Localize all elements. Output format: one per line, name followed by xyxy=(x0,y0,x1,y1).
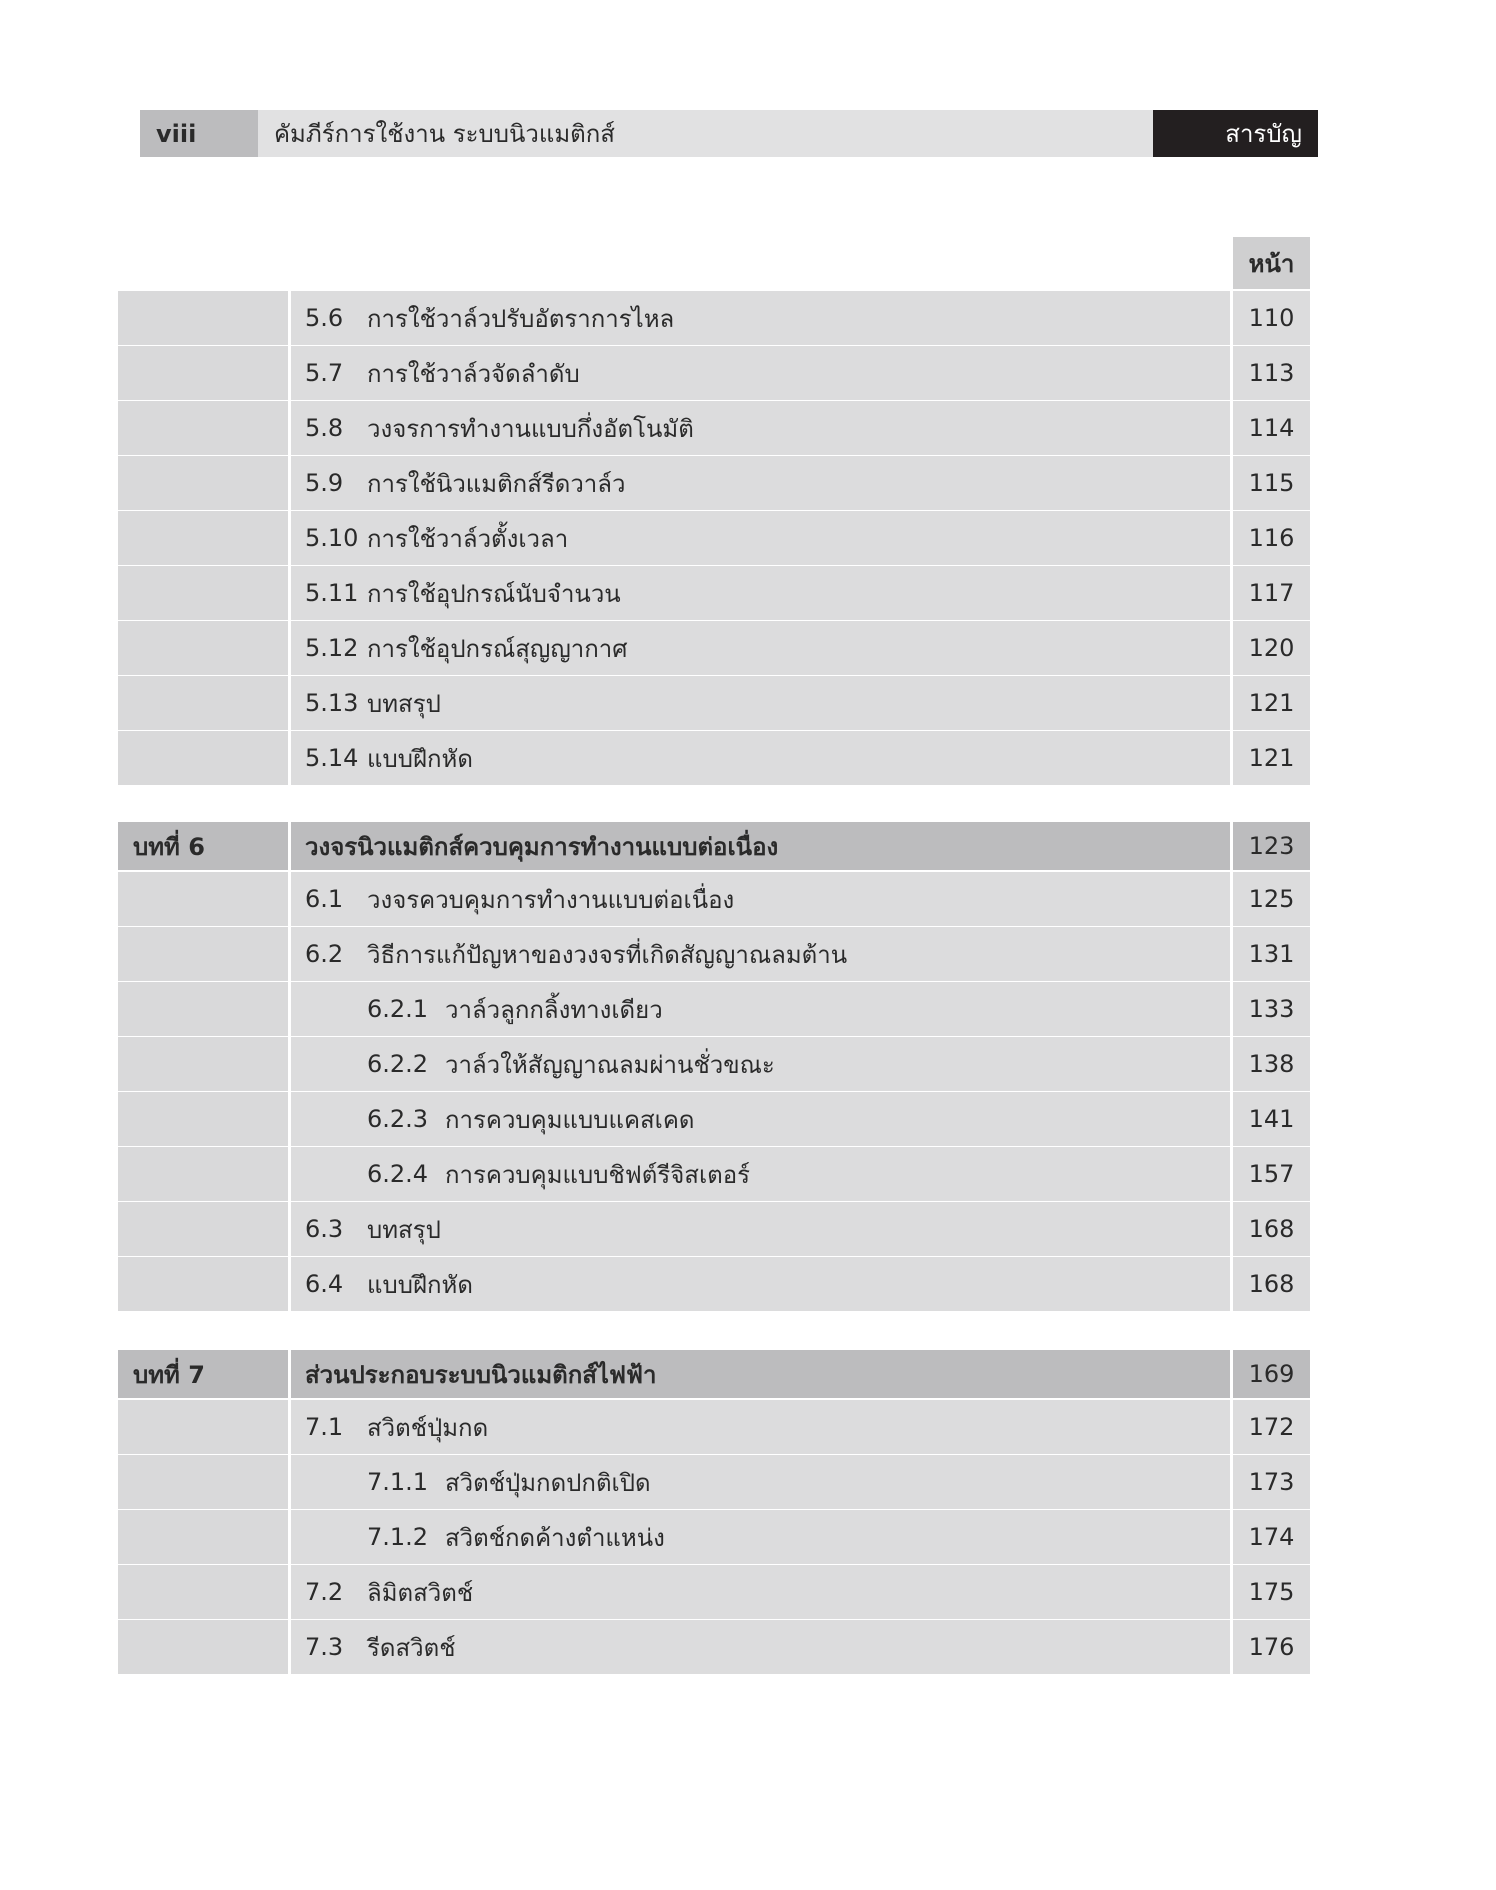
entry-page-number: 173 xyxy=(1233,1455,1310,1509)
entry-title-cell xyxy=(291,1455,1220,1509)
toc-entry-row xyxy=(118,1455,1310,1509)
entry-page-number: 157 xyxy=(1233,1147,1310,1201)
entry-title: การควบคุมแบบชิฟต์รีจิสเตอร์ xyxy=(445,1160,751,1189)
entry-title-cell xyxy=(291,982,1220,1036)
page-cell-spacer xyxy=(1220,872,1230,926)
entry-page-number: 114 xyxy=(1233,401,1310,455)
entry-left-cell xyxy=(118,1147,288,1201)
entry-title: การใช้นิวแมติกส์รีดวาล์ว xyxy=(367,469,626,498)
page-cell-spacer xyxy=(1220,456,1230,510)
toc-entry-row xyxy=(118,511,1310,565)
entry-page-number: 120 xyxy=(1233,621,1310,675)
entry-title-cell xyxy=(291,872,1220,926)
entry-page-number: 125 xyxy=(1233,872,1310,926)
toc-entry-row xyxy=(118,1400,1310,1454)
toc-entry-row xyxy=(118,1092,1310,1146)
toc-block-chapter-6 xyxy=(118,822,1310,1312)
page-cell-spacer xyxy=(1220,291,1230,345)
entry-number: 6.2.2 xyxy=(367,1050,429,1078)
entry-title-cell xyxy=(291,676,1220,730)
page-cell-spacer xyxy=(1220,1092,1230,1146)
entry-title: การใช้อุปกรณ์สุญญากาศ xyxy=(367,634,628,663)
entry-page-number: 113 xyxy=(1233,346,1310,400)
page-cell-spacer xyxy=(1220,1400,1230,1454)
page-cell-spacer xyxy=(1220,566,1230,620)
entry-number: 5.10 xyxy=(305,524,359,552)
entry-title: วาล์วให้สัญญาณลมผ่านชั่วขณะ xyxy=(445,1050,775,1079)
entry-title-cell xyxy=(291,927,1220,981)
entry-number: 7.1.2 xyxy=(367,1523,429,1551)
toc-entry-row xyxy=(118,1037,1310,1091)
page-cell-spacer xyxy=(1220,822,1230,870)
page-cell-spacer xyxy=(1220,511,1230,565)
entry-title: บทสรุป xyxy=(367,689,441,718)
entry-left-cell xyxy=(118,401,288,455)
entry-number: 7.2 xyxy=(305,1578,344,1606)
entry-number: 6.2.1 xyxy=(367,995,429,1023)
entry-title-cell xyxy=(291,1037,1220,1091)
chapter-heading-row xyxy=(118,822,1310,870)
entry-title: การใช้วาล์วจัดลำดับ xyxy=(367,359,580,388)
entry-left-cell xyxy=(118,621,288,675)
entry-left-cell xyxy=(118,511,288,565)
entry-page-number: 141 xyxy=(1233,1092,1310,1146)
entry-number: 5.13 xyxy=(305,689,359,717)
entry-title-cell xyxy=(291,1147,1220,1201)
entry-left-cell xyxy=(118,291,288,345)
entry-number: 6.1 xyxy=(305,885,344,913)
header-page-number: viii xyxy=(140,110,258,157)
entry-page-number: 175 xyxy=(1233,1565,1310,1619)
entry-title: การควบคุมแบบแคสเคด xyxy=(445,1105,695,1134)
page-cell-spacer xyxy=(1220,1257,1230,1311)
entry-title-cell xyxy=(291,456,1220,510)
entry-left-cell xyxy=(118,1565,288,1619)
page-cell-spacer xyxy=(1220,401,1230,455)
page-cell-spacer xyxy=(1220,676,1230,730)
page-cell-spacer xyxy=(1220,731,1230,785)
entry-page-number: 138 xyxy=(1233,1037,1310,1091)
entry-page-number: 121 xyxy=(1233,676,1310,730)
entry-title-cell xyxy=(291,1202,1220,1256)
entry-title: รีดสวิตช์ xyxy=(367,1633,456,1662)
entry-left-cell xyxy=(118,1510,288,1564)
entry-left-cell xyxy=(118,456,288,510)
entry-page-number: 172 xyxy=(1233,1400,1310,1454)
toc-entry-row xyxy=(118,1202,1310,1256)
toc-entry-row xyxy=(118,621,1310,675)
chapter-title: วงจรนิวแมติกส์ควบคุมการทำงานแบบต่อเนื่อง xyxy=(291,822,1220,870)
chapter-page-number: 169 xyxy=(1233,1350,1310,1398)
page-cell-spacer xyxy=(1220,1620,1230,1674)
entry-number: 6.4 xyxy=(305,1270,344,1298)
entry-number: 7.3 xyxy=(305,1633,344,1661)
chapter-label: บทที่ 6 xyxy=(118,822,288,870)
entry-title-cell xyxy=(291,621,1220,675)
entry-title: สวิตช์กดค้างตำแหน่ง xyxy=(445,1523,665,1552)
page-cell-spacer xyxy=(1220,1565,1230,1619)
entry-left-cell xyxy=(118,1400,288,1454)
entry-page-number: 168 xyxy=(1233,1202,1310,1256)
toc-entry-row xyxy=(118,982,1310,1036)
page-cell-spacer xyxy=(1220,927,1230,981)
entry-number: 7.1 xyxy=(305,1413,344,1441)
toc-entry-row xyxy=(118,566,1310,620)
toc-entry-row xyxy=(118,456,1310,510)
toc-entry-row xyxy=(118,731,1310,785)
toc-entry-row xyxy=(118,401,1310,455)
entry-title: แบบฝึกหัด xyxy=(367,1270,473,1299)
entry-title-cell xyxy=(291,511,1220,565)
entry-title-cell xyxy=(291,1257,1220,1311)
entry-page-number: 110 xyxy=(1233,291,1310,345)
page-cell-spacer xyxy=(1220,1350,1230,1398)
entry-left-cell xyxy=(118,731,288,785)
entry-title: การใช้วาล์วปรับอัตราการไหล xyxy=(367,304,675,333)
entry-left-cell xyxy=(118,927,288,981)
entry-left-cell xyxy=(118,1092,288,1146)
entry-number: 6.2 xyxy=(305,940,344,968)
entry-number: 6.2.4 xyxy=(367,1160,429,1188)
entry-title-cell xyxy=(291,566,1220,620)
entry-title: ลิมิตสวิตช์ xyxy=(367,1578,474,1607)
page-cell-spacer xyxy=(1220,982,1230,1036)
entry-number: 5.8 xyxy=(305,414,344,442)
page-cell-spacer xyxy=(1220,1147,1230,1201)
entry-number: 6.3 xyxy=(305,1215,344,1243)
entry-left-cell xyxy=(118,1037,288,1091)
entry-left-cell xyxy=(118,872,288,926)
entry-left-cell xyxy=(118,982,288,1036)
entry-left-cell xyxy=(118,676,288,730)
page-cell-spacer xyxy=(1220,346,1230,400)
entry-title: บทสรุป xyxy=(367,1215,441,1244)
entry-left-cell xyxy=(118,346,288,400)
entry-page-number: 174 xyxy=(1233,1510,1310,1564)
entry-title: วาล์วลูกกลิ้งทางเดียว xyxy=(445,995,663,1024)
entry-number: 5.12 xyxy=(305,634,359,662)
toc-entry-row xyxy=(118,346,1310,400)
entry-page-number: 117 xyxy=(1233,566,1310,620)
entry-page-number: 168 xyxy=(1233,1257,1310,1311)
entry-left-cell xyxy=(118,1455,288,1509)
entry-page-number: 176 xyxy=(1233,1620,1310,1674)
entry-title-cell xyxy=(291,401,1220,455)
toc-entry-row xyxy=(118,1147,1310,1201)
entry-title: การใช้อุปกรณ์นับจำนวน xyxy=(367,579,621,608)
toc-entry-row xyxy=(118,1620,1310,1674)
entry-number: 5.14 xyxy=(305,744,359,772)
toc-block-chapter-7 xyxy=(118,1350,1310,1675)
entry-title: การใช้วาล์วตั้งเวลา xyxy=(367,524,569,553)
entry-left-cell xyxy=(118,1257,288,1311)
entry-title-cell xyxy=(291,1510,1220,1564)
page-cell-spacer xyxy=(1220,621,1230,675)
entry-title-cell xyxy=(291,291,1220,345)
toc-block-chapter-5-continued xyxy=(118,291,1310,786)
header-section-title: สารบัญ xyxy=(1153,110,1318,157)
entry-number: 7.1.1 xyxy=(367,1468,429,1496)
entry-number: 5.7 xyxy=(305,359,344,387)
chapter-heading-row xyxy=(118,1350,1310,1398)
entry-title-cell xyxy=(291,1565,1220,1619)
chapter-page-number: 123 xyxy=(1233,822,1310,870)
entry-title: แบบฝึกหัด xyxy=(367,744,473,773)
toc-entry-row xyxy=(118,872,1310,926)
entry-page-number: 133 xyxy=(1233,982,1310,1036)
entry-title: สวิตช์ปุ่มกด xyxy=(367,1413,489,1442)
toc-entry-row xyxy=(118,1257,1310,1311)
entry-number: 5.9 xyxy=(305,469,344,497)
page-cell-spacer xyxy=(1220,1455,1230,1509)
entry-title: วงจรการทำงานแบบกึ่งอัตโนมัติ xyxy=(367,414,694,443)
page-cell-spacer xyxy=(1220,1510,1230,1564)
toc-entry-row xyxy=(118,291,1310,345)
entry-page-number: 115 xyxy=(1233,456,1310,510)
toc-entry-row xyxy=(118,676,1310,730)
toc-entry-row xyxy=(118,1510,1310,1564)
entry-left-cell xyxy=(118,1202,288,1256)
entry-left-cell xyxy=(118,1620,288,1674)
entry-title-cell xyxy=(291,1620,1220,1674)
header-book-title: คัมภีร์การใช้งาน ระบบนิวแมติกส์ xyxy=(258,110,1153,157)
page-column-label: หน้า xyxy=(1233,237,1310,289)
entry-title-cell xyxy=(291,1092,1220,1146)
entry-number: 5.11 xyxy=(305,579,359,607)
entry-page-number: 121 xyxy=(1233,731,1310,785)
entry-title-cell xyxy=(291,1400,1220,1454)
chapter-label: บทที่ 7 xyxy=(118,1350,288,1398)
entry-page-number: 131 xyxy=(1233,927,1310,981)
entry-title-cell xyxy=(291,346,1220,400)
chapter-title: ส่วนประกอบระบบนิวแมติกส์ไฟฟ้า xyxy=(291,1350,1220,1398)
page-cell-spacer xyxy=(1220,1037,1230,1091)
entry-title: วงจรควบคุมการทำงานแบบต่อเนื่อง xyxy=(367,885,735,914)
entry-number: 6.2.3 xyxy=(367,1105,429,1133)
entry-page-number: 116 xyxy=(1233,511,1310,565)
toc-entry-row xyxy=(118,1565,1310,1619)
toc-entry-row xyxy=(118,927,1310,981)
entry-left-cell xyxy=(118,566,288,620)
entry-title: สวิตช์ปุ่มกดปกติเปิด xyxy=(445,1468,651,1497)
entry-title-cell xyxy=(291,731,1220,785)
running-header xyxy=(140,110,1318,157)
page-cell-spacer xyxy=(1220,1202,1230,1256)
entry-number: 5.6 xyxy=(305,304,344,332)
entry-title: วิธีการแก้ปัญหาของวงจรที่เกิดสัญญาณลมต้าน xyxy=(367,940,848,969)
